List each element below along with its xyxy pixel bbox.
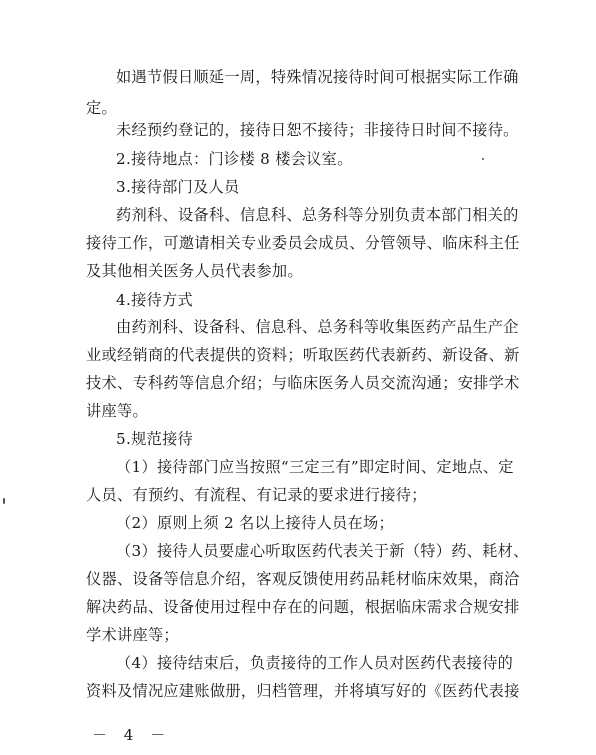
text-line: 学术讲座等； bbox=[86, 626, 179, 644]
text-line: 技术、专科药等信息介绍；与临床医务人员交流沟通；安排学术 bbox=[86, 374, 520, 392]
text-line: 由药剂科、设备科、信息科、总务科等收集医药产品生产企 bbox=[116, 318, 519, 336]
text-line: （4）接待结束后，负责接待的工作人员对医药代表接待的 bbox=[116, 654, 514, 672]
text-line: 定。 bbox=[86, 99, 117, 117]
section-heading: 3.接待部门及人员 bbox=[116, 178, 240, 196]
text-line: 人员、有预约、有流程、有记录的要求进行接待； bbox=[86, 486, 427, 504]
text-line: （3）接待人员要虚心听取医药代表关于新（特）药、耗材、 bbox=[116, 542, 529, 560]
text-line: 未经预约登记的，接待日恕不接待；非接待日时间不接待。 bbox=[116, 121, 519, 139]
text-line: 接待工作，可邀请相关专业委员会成员、分管领导、临床科主任 bbox=[86, 234, 520, 252]
text-line: 解决药品、设备使用过程中存在的问题，根据临床需求合规安排 bbox=[86, 598, 520, 616]
text-line: 业或经销商的代表提供的资料；听取医药代表新药、新设备、新 bbox=[86, 346, 520, 364]
text-line: （2）原则上须 2 名以上接待人员在场； bbox=[116, 514, 394, 532]
text-line: 2.接待地点：门诊楼 8 楼会议室。 bbox=[116, 150, 353, 168]
text-line: 及其他相关医务人员代表参加。 bbox=[86, 262, 303, 280]
section-heading: 4.接待方式 bbox=[116, 291, 194, 309]
text-line: 讲座等。 bbox=[86, 402, 148, 420]
text-line: （1）接待部门应当按照“三定三有”即定时间、定地点、定 bbox=[116, 458, 514, 476]
text-line: 药剂科、设备科、信息科、总务科等分别负责本部门相关的 bbox=[116, 206, 519, 224]
page-number: － 4 － bbox=[92, 726, 172, 744]
scan-speck bbox=[3, 498, 5, 504]
text-line: 如遇节假日顺延一周，特殊情况接待时间可根据实际工作确 bbox=[116, 68, 519, 86]
section-heading: 5.规范接待 bbox=[116, 430, 194, 448]
text-line: 资料及情况应建账做册，归档管理，并将填写好的《医药代表接 bbox=[86, 682, 520, 700]
scan-speck bbox=[482, 158, 484, 160]
text-line: 仪器、设备等信息介绍，客观反馈使用药品耗材临床效果，商洽 bbox=[86, 570, 520, 588]
